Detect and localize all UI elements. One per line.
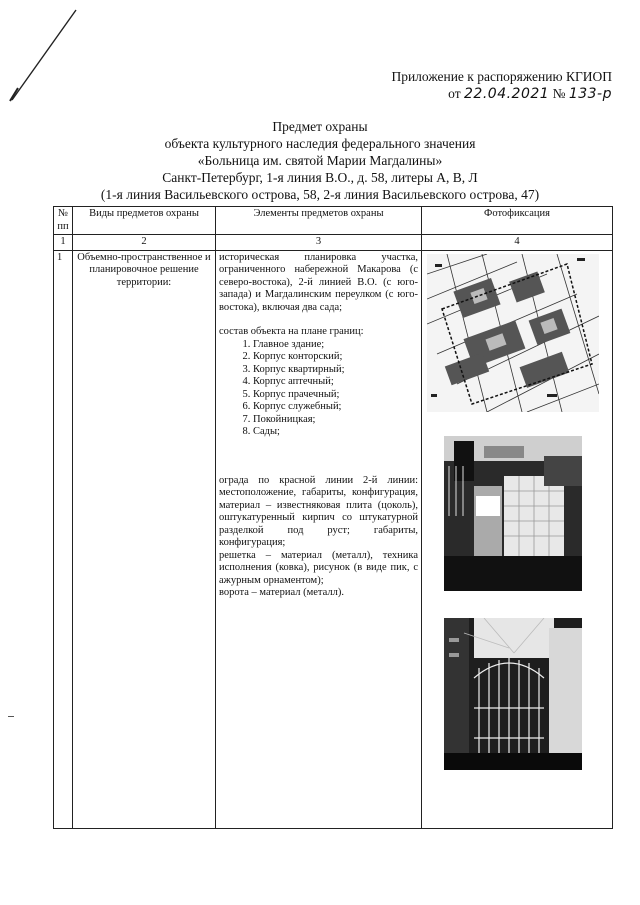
title-line-4: Санкт-Петербург, 1-я линия В.О., д. 58, литеры А, В, Л [162, 170, 478, 185]
list-item: 8. Сады; [253, 426, 418, 439]
header-number: № пп [54, 207, 73, 235]
grille-description: решетка – материал (металл), техника исполнения (ковка), рисунок (в виде пик, с ажурным орнаментом); [219, 549, 418, 586]
appendix-prefix: от [448, 86, 461, 101]
header-photos: Фотофиксация [422, 207, 613, 235]
appendix-date: 22.04.2021 [464, 86, 550, 102]
fence-photo-image [444, 436, 582, 591]
title-line-5: (1-я линия Васильевского острова, 58, 2-я линия Васильевского острова, 47) [100, 187, 540, 202]
appendix-number: 133-р [568, 86, 612, 102]
appendix-number-label: № [552, 86, 566, 101]
list-item: 7. Покойницкая; [253, 414, 418, 427]
site-plan-map-image [427, 254, 599, 412]
list-item: 3. Корпус квартирный; [253, 364, 418, 377]
header-elements: Элементы предметов охраны [216, 207, 422, 235]
list-item: 1. Главное здание; [253, 339, 418, 352]
title-line-1: Предмет охраны [272, 119, 368, 134]
title-line-3: «Больница им. святой Марии Магдалины» [197, 153, 443, 168]
document-title [0, 118, 640, 203]
row-number: 1 [54, 250, 73, 828]
gates-description: ворота – материал (металл). [219, 587, 344, 598]
parts-list [219, 339, 418, 439]
margin-mark [8, 716, 14, 717]
layout-description: историческая планировка участка, ограниченного набережной Макарова (с северо-востока), 2-й линией В.О. (с юго-запада) и Магдалинским переулком (с юго-востока), включая два сада; [219, 251, 418, 313]
appendix-line: Приложение к распоряжению КГИОП [391, 69, 612, 84]
table-column-numbers [54, 235, 613, 251]
list-item: 2. Корпус конторский; [253, 351, 418, 364]
column-number-4: 4 [422, 235, 613, 251]
header-kinds: Виды предметов охраны [73, 207, 216, 235]
appendix-header [391, 68, 612, 103]
column-number-3: 3 [216, 235, 422, 251]
column-number-1: 1 [54, 235, 73, 251]
gate-photo-image [444, 618, 582, 770]
row-elements [216, 250, 422, 828]
appendix-date-line [391, 85, 612, 103]
list-item: 6. Корпус служебный; [253, 401, 418, 414]
title-line-2: объекта культурного наследия федерального значения [164, 136, 476, 151]
row-photos [422, 250, 613, 828]
table-row [54, 250, 613, 828]
margin-scan-line [8, 8, 78, 103]
column-number-2: 2 [73, 235, 216, 251]
fence-description: ограда по красной линии 2-й линии: местоположение, габариты, конфигурация, материал – известняковая плита (цоколь), оштукатуренный кирпич со штукатурной разделкой под руст; габариты, конфигурация; [219, 474, 418, 548]
list-item: 4. Корпус аптечный; [253, 376, 418, 389]
table-header-row [54, 207, 613, 235]
list-item: 5. Корпус прачечный; [253, 389, 418, 402]
protection-subject-table [53, 206, 613, 829]
row-kind: Объемно-пространственное и планировочное решение территории: [73, 250, 216, 828]
parts-intro: состав объекта на плане границ: [219, 326, 364, 337]
